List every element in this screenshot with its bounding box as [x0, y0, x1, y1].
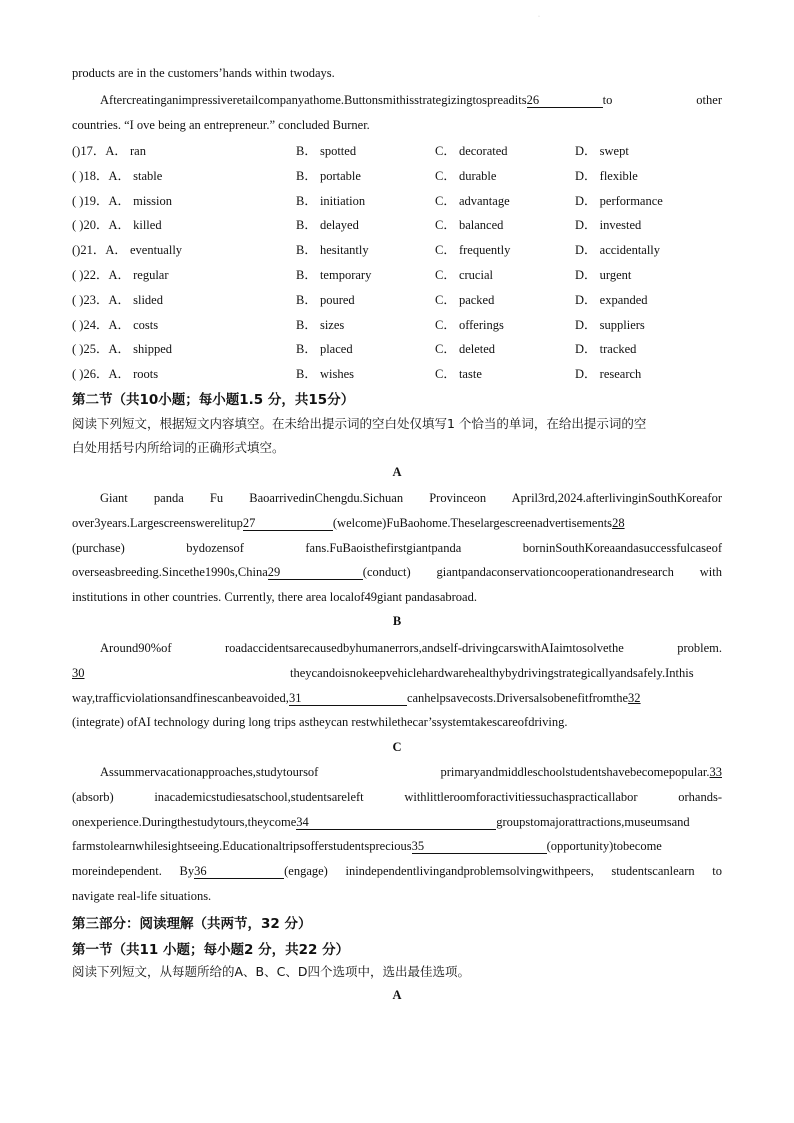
option-row-26 — [72, 364, 732, 389]
option-d[interactable]: D． tracked — [575, 342, 637, 357]
option-d[interactable]: D． invested — [575, 218, 642, 233]
passage-line-1: Aftercreatinganimpressiveretailcompanyathome.Buttonsmithisstrategizingtospreadits26 to other — [100, 93, 722, 107]
option-row-25 — [72, 339, 732, 364]
options-list — [72, 141, 732, 389]
passage-c — [72, 760, 722, 909]
part-3-subsection: 第一节（共11 小题；每小题2 分，共22 分） — [72, 942, 350, 958]
passage-c-line-2: (absorb) inacademicstudiesatschool,studentsareleft withlittleroomforactivitiessuchaspracticallabor orhands- — [72, 789, 722, 804]
passage-c-line-4: farmstolearnwhilesightseeing.Educationaltripsofferstudentsprecious35 (opportunity)tobecome — [72, 839, 662, 854]
option-b[interactable]: B． wishes — [296, 367, 354, 382]
blank-26[interactable]: 26 — [527, 93, 603, 108]
page-mark: · — [538, 14, 540, 20]
option-c[interactable]: C． taste — [435, 367, 482, 382]
option-b[interactable]: B． spotted — [296, 144, 357, 158]
passage-a-line-5: institutions in other countries. Currently, there area localof49giant pandasabroad. — [72, 590, 477, 605]
blank-35[interactable]: 35 — [412, 839, 547, 854]
passage-b-line-2: 30 theycandoisnokeepvehiclehardwarehealthybydrivingstrategicallyandsafely.Inthis — [72, 661, 722, 686]
option-row-18 — [72, 166, 732, 191]
option-c[interactable]: C． packed — [435, 292, 495, 307]
option-b[interactable]: B． portable — [296, 168, 361, 183]
blank-27[interactable]: 27 — [243, 516, 333, 531]
option-d[interactable]: D． expanded — [575, 292, 648, 307]
question-number: ( )22．A． regular — [72, 267, 169, 282]
passage-c-line-6: navigate real-life situations. — [72, 888, 212, 903]
option-b[interactable]: B． hesitantly — [296, 243, 369, 258]
question-number: ( )19．A． mission — [72, 193, 173, 208]
blank-31[interactable]: 31 — [289, 691, 407, 706]
option-row-22 — [72, 265, 732, 290]
passage-c-line-1: Assummervacationapproaches,studytoursof primaryandmiddleschoolstudentshavebecomepopular.33 — [100, 765, 722, 779]
option-d[interactable]: D． suppliers — [575, 317, 645, 332]
question-number: ( )18．A． stable — [72, 168, 163, 183]
option-b[interactable]: B． placed — [296, 342, 353, 357]
option-row-20 — [72, 215, 732, 240]
option-c[interactable]: C． decorated — [435, 144, 508, 158]
part-3-instructions: 阅读下列短文，从每题所给的A、B、C、D四个选项中，选出最佳选项。 — [72, 964, 470, 979]
passage-a-line-1: Giant panda Fu BaoarrivedinChengdu.Sichuan Provinceon April3rd,2024.afterlivinginSouthKoreafor — [100, 491, 722, 505]
passage-a-line-2: over3years.Largescreenswerelitup27 (welcome)FuBaohome.Theselargescreenadvertisements28 — [72, 515, 625, 530]
part-3-passage-label: A — [392, 988, 402, 1002]
option-row-23 — [72, 290, 732, 315]
option-row-21 — [72, 240, 732, 265]
question-number: ()21．A． eventually — [72, 243, 183, 258]
passage-b-label: B — [392, 614, 402, 628]
part-3-title: 第三部分：阅读理解（共两节，32 分） — [72, 916, 312, 932]
option-c[interactable]: C． crucial — [435, 267, 493, 282]
passage-b — [72, 636, 722, 735]
question-number: ( )25．A． shipped — [72, 342, 172, 357]
section-2-instructions: 阅读下列短文，根据短文内容填空。在未给出提示词的空白处仅填写1 个恰当的单词，在给出提示词的空 白处用括号内所给词的正确形式填空。 — [72, 416, 647, 455]
option-b[interactable]: B． initiation — [296, 193, 366, 208]
passage-a-line-4: overseasbreeding.Sincethe1990s,China29 (conduct) giantpandaconservationcooperationandresearch with — [72, 565, 722, 580]
option-row-19 — [72, 191, 732, 216]
passage-b-line-1: Around90%of roadaccidentsarecausedbyhumanerrors,andself-drivingcarswithAIaimtosolvethe problem. — [100, 641, 722, 655]
option-b[interactable]: B． poured — [296, 292, 355, 307]
blank-36[interactable]: 36 — [194, 864, 284, 879]
passage-line-2: countries. “I ove being an entrepreneur.” concluded Burner. — [72, 117, 370, 132]
blank-30[interactable]: 30 — [72, 665, 85, 680]
passage-c-line-3: onexperience.Duringthestudytours,theycome34 groupstomajorattractions,museumsand — [72, 814, 690, 829]
passage-c-line-5: moreindependent. By36 (engage) inindependentlivingandproblemsolvingwithpeers, studentscanlearn to — [72, 864, 722, 879]
blank-32[interactable]: 32 — [628, 690, 641, 705]
option-row-24 — [72, 315, 732, 340]
passage-a-line-3: (purchase) bydozensof fans.FuBaoisthefirstgiantpanda borninSouthKoreaandasuccessfulcaseof — [72, 540, 722, 555]
passage-c-label: C — [392, 740, 402, 754]
passage-a — [72, 486, 722, 610]
option-c[interactable]: C． deleted — [435, 342, 496, 357]
question-number: ( )23．A． slided — [72, 292, 163, 307]
option-d[interactable]: D． flexible — [575, 168, 638, 183]
option-d[interactable]: D． urgent — [575, 267, 632, 282]
option-b[interactable]: B． temporary — [296, 267, 372, 282]
option-d[interactable]: D． performance — [575, 193, 663, 208]
blank-34[interactable]: 34 — [296, 815, 496, 830]
option-c[interactable]: C． balanced — [435, 218, 504, 233]
blank-33[interactable]: 33 — [709, 765, 722, 779]
option-b[interactable]: B． sizes — [296, 317, 345, 332]
option-c[interactable]: C． durable — [435, 168, 497, 183]
blank-28[interactable]: 28 — [612, 515, 625, 530]
option-c[interactable]: C． frequently — [435, 243, 511, 258]
option-d[interactable]: D． research — [575, 367, 642, 382]
option-row-17 — [72, 141, 732, 166]
option-c[interactable]: C． advantage — [435, 193, 510, 208]
question-number: ( )26．A． roots — [72, 367, 159, 382]
option-c[interactable]: C． offerings — [435, 317, 504, 332]
passage-a-label: A — [392, 465, 402, 479]
option-d[interactable]: D． swept — [575, 144, 629, 158]
passage-b-line-4: (integrate) ofAI technology during long trips astheycan restwhilethecar’ssystemtakescareofdriving. — [72, 715, 568, 730]
question-number: ( )20．A． killed — [72, 218, 162, 233]
option-d[interactable]: D． accidentally — [575, 243, 661, 258]
question-number: ()17．A． ran — [72, 144, 146, 158]
passage-b-line-3: way,trafficviolationsandfinescanbeavoided,31 canhelpsavecosts.Driversalsobenefitfromthe32 — [72, 690, 641, 705]
section-2-title: 第二节（共10小题；每小题1.5 分，共15分） — [72, 392, 355, 408]
question-number: ( )24．A． costs — [72, 317, 159, 332]
passage-ending — [72, 88, 722, 138]
top-line: products are in the customers’hands within twodays. — [72, 66, 335, 80]
blank-29[interactable]: 29 — [268, 565, 363, 580]
option-b[interactable]: B． delayed — [296, 218, 359, 233]
